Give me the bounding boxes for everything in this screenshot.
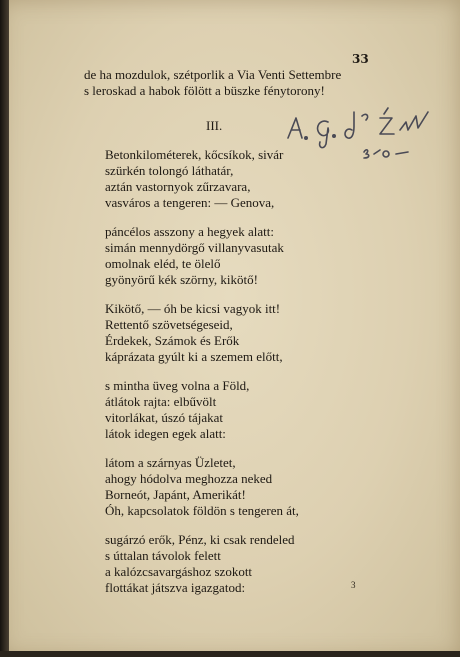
sheet-signature-mark: 3 [351,580,356,590]
verse-line: gyönyörű kék szörny, kikötő! [105,272,258,287]
verse-line: átlátok rajta: elbűvölt [105,394,217,409]
verse-line: Óh, kapcsolatok földön s tengeren át, [105,503,299,518]
verse-line: szürkén tolongó láthatár, [105,163,234,178]
verse-line: aztán vastornyok zűrzavara, [105,179,251,194]
verse-line: vitorlákat, úszó tájakat [105,410,224,425]
section-heading: III. [206,118,223,133]
verse-line: s mintha üveg volna a Föld, [105,378,250,393]
page-bottom-edge [0,651,460,657]
book-spine-shadow [0,0,9,657]
verse-line: flottákat játszva igazgatod: [105,580,246,595]
verse-line: s úttalan távolok felett [105,548,221,563]
verse-line: vasváros a tengeren: — Genova, [105,195,275,210]
verse-line: Betonkilométerek, kőcsíkok, sivár [105,147,284,162]
page-number: 33 [352,52,369,66]
verse-line: simán mennydörgő villanyvasutak [105,240,284,255]
verse-line: ahogy hódolva meghozza neked [105,471,273,486]
verse-line: Kikötő, — óh be kicsi vagyok itt! [105,301,281,316]
verse-line: Borneót, Japánt, Amerikát! [105,487,246,502]
verse-line: Rettentő szövetségeseid, [105,317,233,332]
text-line: de ha mozdulok, szétporlik a Via Venti Settembre [84,67,342,82]
verse-line: páncélos asszony a hegyek alatt: [105,224,274,239]
verse-line: a kalózcsavargáshoz szokott [105,564,253,579]
verse-line: Érdekek, Számok és Erők [105,333,240,348]
verse-line: omolnak eléd, te ölelő [105,256,221,271]
text-line: s leroskad a habok fölött a büszke fénytorony! [84,83,325,98]
verse-line: sugárzó erők, Pénz, ki csak rendeled [105,532,295,547]
verse-line: káprázata gyúlt ki a szemem előtt, [105,349,283,364]
handwritten-signature [284,104,434,162]
verse-line: látok idegen egek alatt: [105,426,226,441]
verse-line: látom a szárnyas Üzletet, [105,455,236,470]
